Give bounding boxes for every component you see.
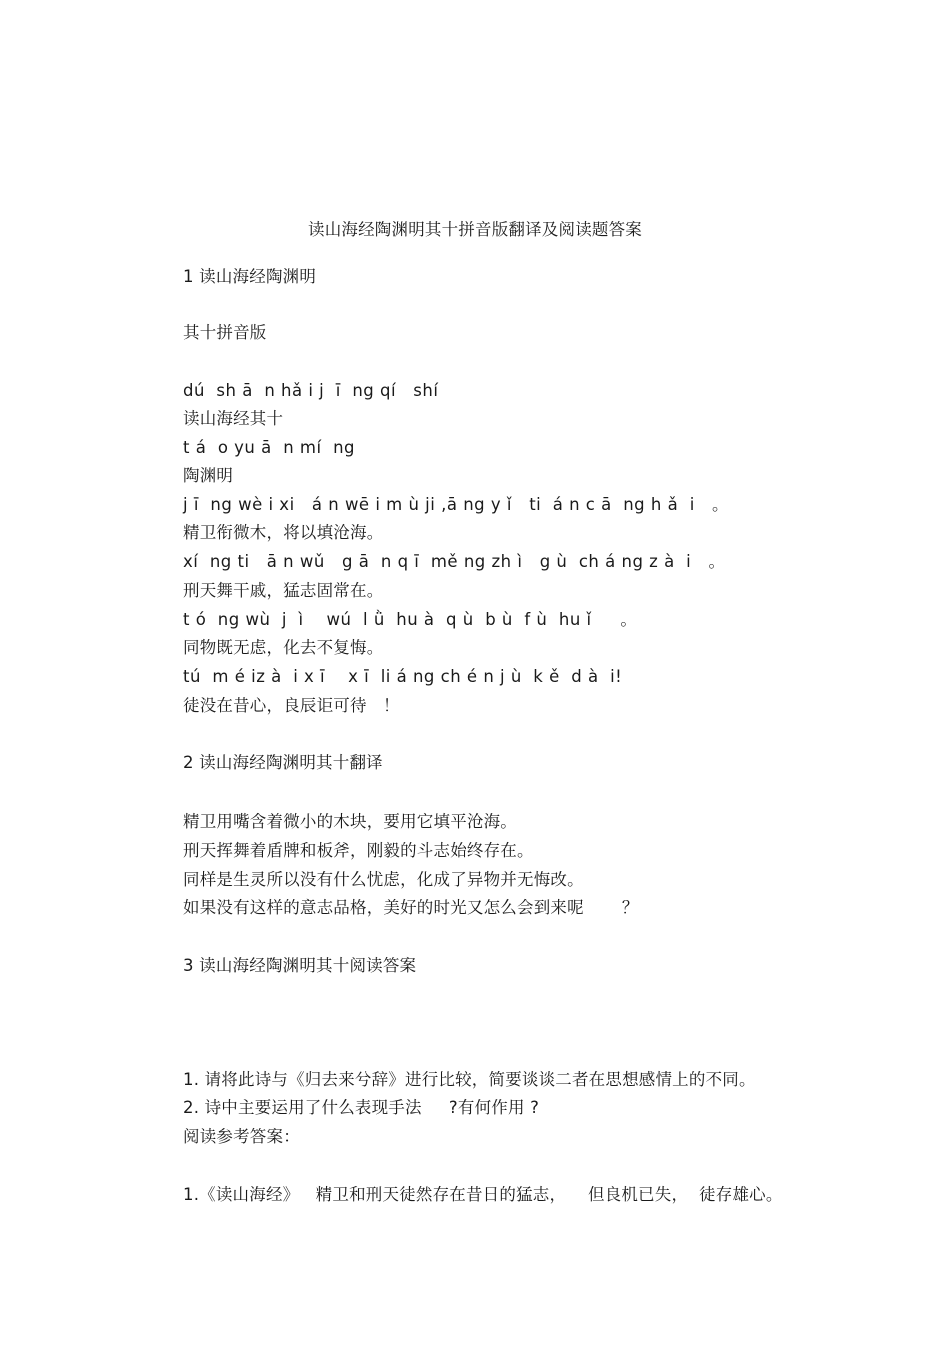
question-item: 2. 诗中主要运用了什么表现手法 ?有何作用 ? bbox=[183, 1098, 540, 1117]
question-item: 1. 请将此诗与《归去来兮辞》进行比较，简要谈谈二者在思想感情上的不同。 bbox=[183, 1070, 756, 1089]
poem-line: 同物既无虑，化去不复悔。 bbox=[183, 638, 384, 657]
pinyin-line: dú sh ā n hǎ i j ī ng qí shí bbox=[183, 381, 439, 400]
translation-line: 同样是生灵所以没有什么忧虑，化成了异物并无悔改。 bbox=[183, 870, 584, 889]
poem-line: 刑天舞干戚，猛志固常在。 bbox=[183, 581, 384, 600]
section-2-heading: 2 读山海经陶渊明其十翻译 bbox=[183, 753, 383, 772]
poem-line: 精卫衔微木，将以填沧海。 bbox=[183, 523, 384, 542]
translation-line: 刑天挥舞着盾牌和板斧，刚毅的斗志始终存在。 bbox=[183, 841, 534, 860]
translation-line: 精卫用嘴含着微小的木块，要用它填平沧海。 bbox=[183, 812, 517, 831]
pinyin-line: t ó ng wù j ì wú l ǜ hu à q ù b ù f ù hu ǐ 。 bbox=[183, 610, 638, 629]
poem-line: 徒没在昔心，良辰讵可待 ！ bbox=[183, 696, 400, 715]
translation-line: 如果没有这样的意志品格，美好的时光又怎么会到来呢 ？ bbox=[183, 898, 639, 917]
poem-line: 陶渊明 bbox=[183, 466, 234, 485]
section-3-heading: 3 读山海经陶渊明其十阅读答案 bbox=[183, 956, 417, 975]
pinyin-line: t á o yu ā n mí ng bbox=[183, 438, 356, 457]
answer-item: 1.《读山海经》 精卫和刑天徒然存在昔日的猛志， 但良机已失， 徒存雄心。 bbox=[183, 1185, 783, 1204]
pinyin-line: tú m é iz à i x ī x ī li á ng ch é n j ù k ě d à i! bbox=[183, 667, 623, 686]
pinyin-line: xí ng ti ā n wǔ g ā n q ī mě ng zh ì g ù ch á ng z à i 。 bbox=[183, 552, 726, 571]
section-1-subheading: 其十拼音版 bbox=[183, 323, 267, 342]
section-1-heading: 1 读山海经陶渊明 bbox=[183, 267, 317, 286]
document-title: 读山海经陶渊明其十拼音版翻译及阅读题答案 bbox=[308, 220, 642, 239]
poem-line: 读山海经其十 bbox=[183, 409, 284, 428]
answer-label: 阅读参考答案： bbox=[183, 1127, 300, 1146]
pinyin-line: j ī ng wè i xi á n wē i m ù ji ,ā ng y ǐ ti á n c ā ng h ǎ i 。 bbox=[183, 495, 730, 514]
